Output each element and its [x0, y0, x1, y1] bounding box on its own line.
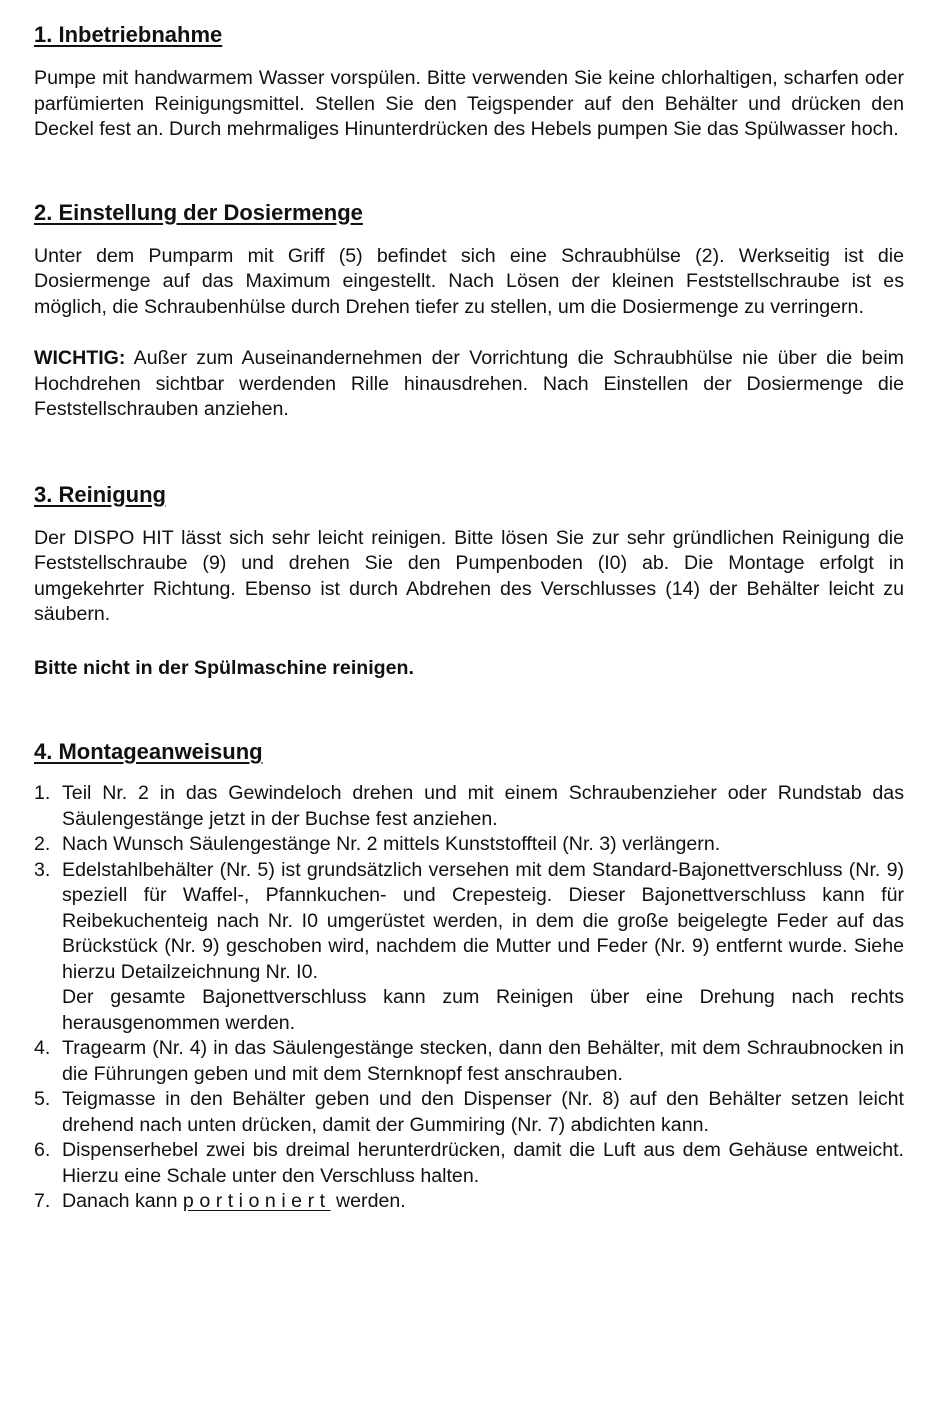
step-text	[62, 1189, 904, 1215]
step-number: 7.	[34, 1190, 51, 1212]
step-number: 4.	[34, 1037, 51, 1059]
step-text: Nach Wunsch Säulengestänge Nr. 2 mittels Kunststoffteil (Nr. 3) verlängern.	[62, 833, 721, 855]
assembly-step	[34, 832, 904, 858]
assembly-step	[34, 781, 904, 832]
step-text-after: werden.	[330, 1190, 406, 1212]
assembly-step	[34, 858, 904, 1037]
section-montageanweisung	[34, 737, 904, 1215]
section-heading: 2. Einstellung der Dosiermenge	[34, 199, 363, 225]
warning-label: WICHTIG:	[34, 347, 126, 369]
step-text: Tragearm (Nr. 4) in das Säulengestänge stecken, dann den Behälter, mit dem Schraubnocken in die Führungen geben und mit dem Sternknopf fest anschrauben.	[62, 1037, 904, 1085]
step-number: 2.	[34, 833, 51, 855]
step-text-before: Danach kann	[62, 1190, 183, 1212]
section-inbetriebnahme	[34, 20, 904, 143]
step-text: Teil Nr. 2 in das Gewindeloch drehen und mit einem Schraubenzieher oder Rundstab das Säulengestänge jetzt in der Buchse fest anziehen.	[62, 782, 904, 830]
warning-paragraph	[34, 346, 904, 423]
assembly-step	[34, 1036, 904, 1087]
warning-text: Außer zum Auseinandernehmen der Vorrichtung die Schraubhülse nie über die beim Hochdrehen sichtbar werdenden Rille hinausdrehen. Nach Einstellen der Dosiermenge die Feststellschrauben anziehen.	[34, 347, 904, 420]
section-heading: 3. Reinigung	[34, 481, 166, 507]
section-reinigung	[34, 480, 904, 682]
assembly-step	[34, 1138, 904, 1189]
step-number: 5.	[34, 1088, 51, 1110]
section-heading: 1. Inbetriebnahme	[34, 22, 223, 47]
section-paragraph: Der DISPO HIT lässt sich sehr leicht reinigen. Bitte lösen Sie zur sehr gründlichen Reinigung die Feststellschraube (9) und drehen Sie den Pumpenboden (I0) ab. Die Montage erfolgt in umgekehrter Richtung. Ebenso ist durch Abdrehen des Verschlusses (14) der Behälter leicht zu säubern.	[34, 526, 904, 625]
section-heading: 4. Montageanweisung	[34, 739, 263, 764]
instruction-document	[34, 20, 904, 1215]
assembly-step	[34, 1189, 904, 1215]
assembly-step	[34, 1087, 904, 1138]
section-paragraph: Pumpe mit handwarmem Wasser vorspülen. Bitte verwenden Sie keine chlorhaltigen, scharfen oder parfümierten Reinigungsmittel. Stellen Sie den Teigspender auf den Behälter und drücken den Deckel fest an. Durch mehrmaliges Hinunterdrücken des Hebels pumpen Sie das Spülwasser hoch.	[34, 67, 904, 140]
dishwasher-note: Bitte nicht in der Spülmaschine reinigen.	[34, 656, 414, 679]
step-number: 6.	[34, 1139, 51, 1161]
step-number: 3.	[34, 858, 51, 881]
section-dosiermenge	[34, 198, 904, 423]
step-extra-text: Der gesamte Bajonettverschluss kann zum Reinigen über eine Drehung nach rechts herausgenommen werden.	[62, 986, 904, 1034]
assembly-steps-list	[34, 781, 904, 1215]
step-number: 1.	[34, 782, 51, 804]
section-paragraph: Unter dem Pumparm mit Griff (5) befindet sich eine Schraubhülse (2). Werkseitig ist die Dosiermenge auf das Maximum eingestellt. Nach Lösen der kleinen Feststellschraube ist es möglich, die Schraubenhülse durch Drehen tiefer zu stellen, um die Dosiermenge zu verringern.	[34, 244, 904, 318]
step-text: Edelstahlbehälter (Nr. 5) ist grundsätzlich versehen mit dem Standard-Bajonettverschluss (Nr. 9) speziell für Waffel-, Pfannkuchen- und Crepesteig. Dieser Bajonettverschluss kann für Reibekuchenteig nach Nr. I0 umgerüstet werden, in dem die große beigelegte Feder auf das Brückstück (Nr. 9) geschoben wird, nachdem die Mutter und Feder (Nr. 9) entfernt wurde. Siehe hierzu Detailzeichnung Nr. I0.	[62, 858, 904, 983]
step-text: Dispenserhebel zwei bis dreimal herunterdrücken, damit die Luft aus dem Gehäuse entweicht. Hierzu eine Schale unter den Verschluss halten.	[62, 1139, 904, 1187]
emphasized-word: portioniert	[182, 1190, 331, 1212]
step-text: Teigmasse in den Behälter geben und den Dispenser (Nr. 8) auf den Behälter setzen leicht drehend nach unten drücken, damit der Gummiring (Nr. 7) abdichten kann.	[62, 1088, 904, 1136]
